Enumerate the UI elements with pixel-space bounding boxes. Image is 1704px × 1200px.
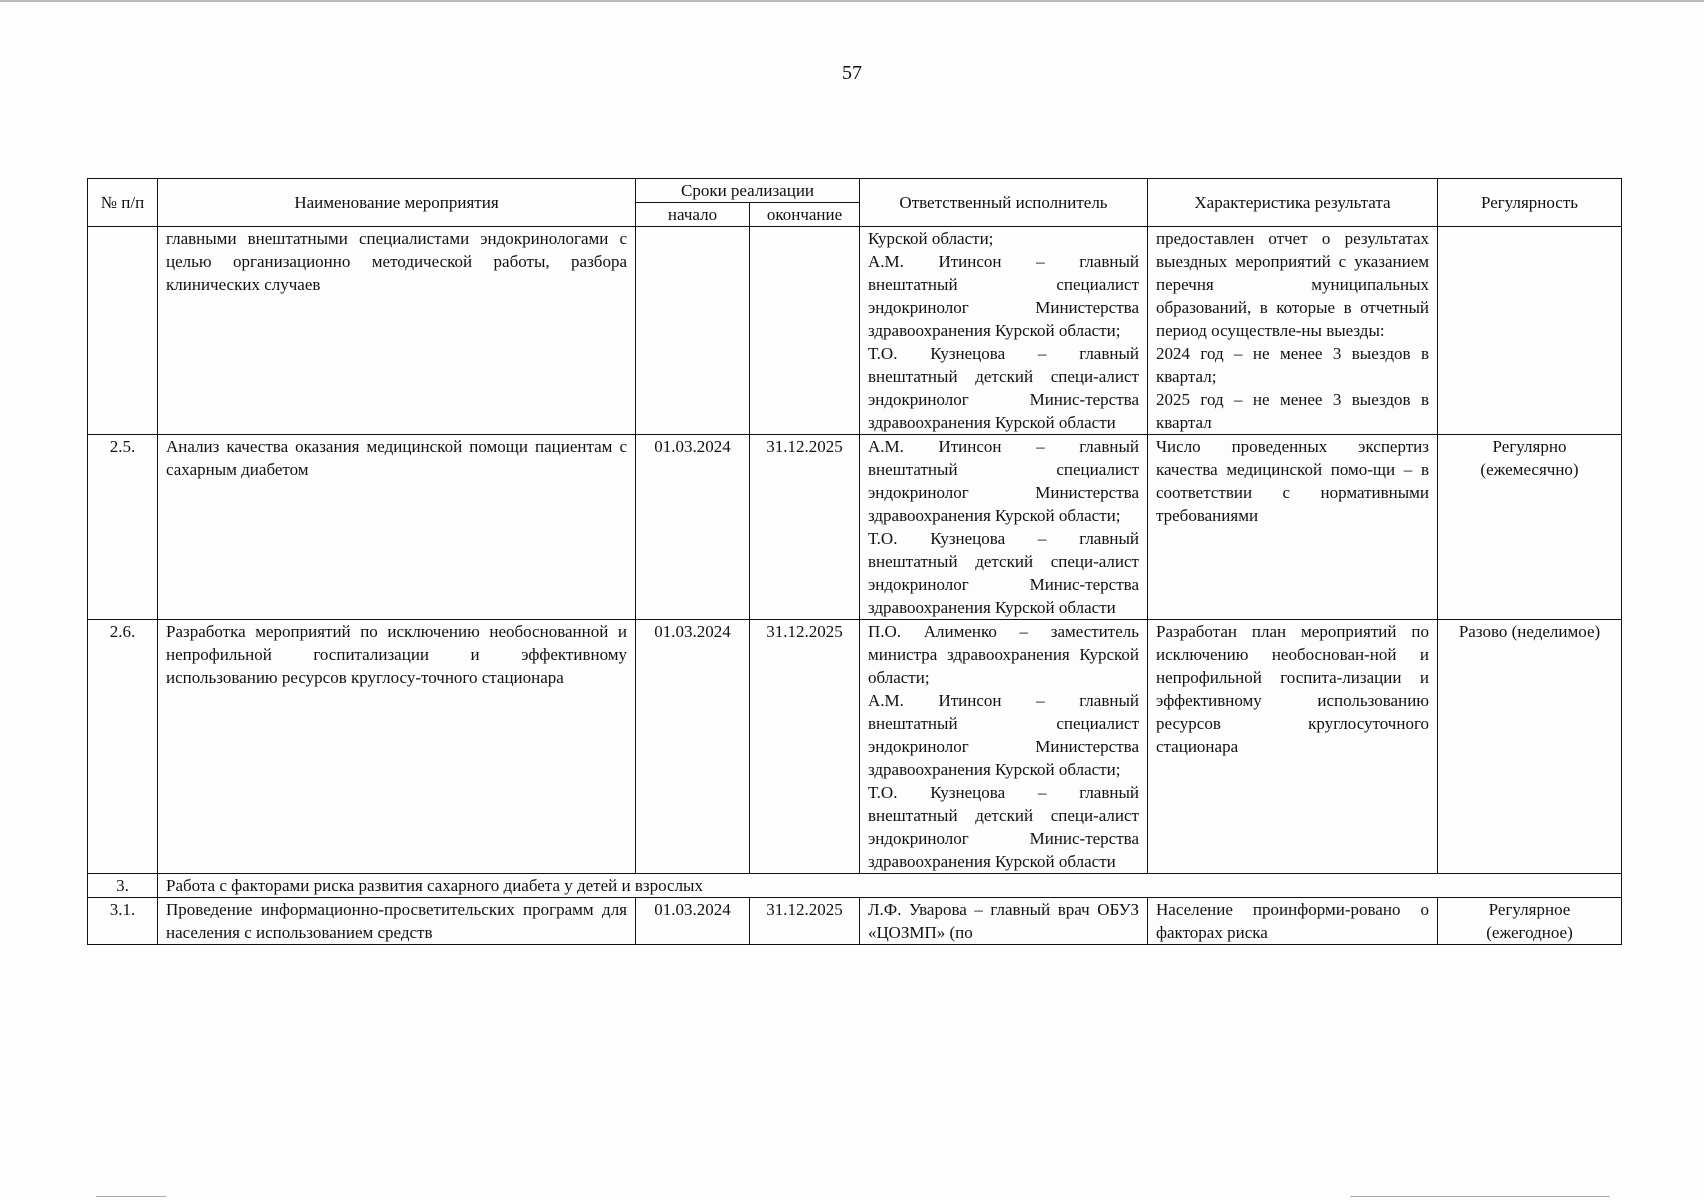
section-title: Работа с факторами риска развития сахарного диабета у детей и взрослых xyxy=(158,874,1622,898)
row-end: 31.12.2025 xyxy=(750,898,860,945)
executor-line: А.М. Итинсон – главный внештатный специалист эндокринолог Министерства здравоохранения Курской области; xyxy=(868,437,1139,525)
row-executor: Л.Ф. Уварова – главный врач ОБУЗ «ЦОЗМП» (по xyxy=(860,898,1148,945)
row-num: 3.1. xyxy=(88,898,158,945)
table-row xyxy=(88,620,1622,874)
executor-line: П.О. Алименко – заместитель министра здравоохранения Курской области; xyxy=(868,622,1139,687)
header-name: Наименование мероприятия xyxy=(158,179,636,227)
row-executor xyxy=(860,620,1148,874)
row-num: 2.6. xyxy=(88,620,158,874)
scan-top-edge xyxy=(0,0,1704,2)
row-name: главными внештатными специалистами эндокринологами с целью организационно методической работы, разбора клинических случаев xyxy=(158,227,636,435)
executor-line: Т.О. Кузнецова – главный внештатный детский специ-алист эндокринолог Минис-терства здравоохранения Курской области xyxy=(868,529,1139,617)
row-regularity xyxy=(1438,227,1622,435)
table-row xyxy=(88,227,1622,435)
row-start: 01.03.2024 xyxy=(636,620,750,874)
row-start: 01.03.2024 xyxy=(636,898,750,945)
page-number: 57 xyxy=(842,62,862,84)
table-row xyxy=(88,435,1622,620)
result-line: 2025 год – не менее 3 выездов в квартал xyxy=(1156,390,1429,432)
row-regularity: Регулярное (ежегодное) xyxy=(1438,898,1622,945)
row-regularity: Регулярно (ежемесячно) xyxy=(1438,435,1622,620)
result-line: 2024 год – не менее 3 выездов в квартал; xyxy=(1156,344,1429,386)
table-row xyxy=(88,898,1622,945)
row-name: Разработка мероприятий по исключению необоснованной и непрофильной госпитализации и эффективному использованию ресурсов круглосу-точного стационара xyxy=(158,620,636,874)
header-start: начало xyxy=(636,203,750,227)
executor-line: Т.О. Кузнецова – главный внештатный детский специ-алист эндокринолог Минис-терства здравоохранения Курской области xyxy=(868,783,1139,871)
row-end: 31.12.2025 xyxy=(750,620,860,874)
row-num xyxy=(88,227,158,435)
row-result: Население проинформи-ровано о факторах риска xyxy=(1148,898,1438,945)
row-name: Проведение информационно-просветительских программ для населения с использованием средств xyxy=(158,898,636,945)
scan-edge-mark xyxy=(1350,1196,1610,1197)
header-result: Характеристика результата xyxy=(1148,179,1438,227)
row-executor xyxy=(860,227,1148,435)
row-regularity: Разово (неделимое) xyxy=(1438,620,1622,874)
row-end: 31.12.2025 xyxy=(750,435,860,620)
row-name: Анализ качества оказания медицинской помощи пациентам с сахарным диабетом xyxy=(158,435,636,620)
scan-edge-mark xyxy=(96,1196,166,1197)
executor-line: Т.О. Кузнецова – главный внештатный детский специ-алист эндокринолог Минис-терства здравоохранения Курской области xyxy=(868,344,1139,432)
executor-line: А.М. Итинсон – главный внештатный специалист эндокринолог Министерства здравоохранения Курской области; xyxy=(868,691,1139,779)
header-terms: Сроки реализации xyxy=(636,179,860,203)
row-end xyxy=(750,227,860,435)
result-line: предоставлен отчет о результатах выездных мероприятий с указанием перечня муниципальных образований, в которые в отчетный период осуществле-ны выезды: xyxy=(1156,229,1429,340)
activity-plan-table xyxy=(87,178,1622,945)
executor-line: А.М. Итинсон – главный внештатный специалист эндокринолог Министерства здравоохранения Курской области; xyxy=(868,252,1139,340)
row-result xyxy=(1148,620,1438,874)
executor-line: Курской области; xyxy=(868,229,994,248)
row-start: 01.03.2024 xyxy=(636,435,750,620)
row-result xyxy=(1148,227,1438,435)
row-num: 2.5. xyxy=(88,435,158,620)
section-row xyxy=(88,874,1622,898)
header-end: окончание xyxy=(750,203,860,227)
result-line: Разработан план мероприятий по исключению необоснован-ной и непрофильной госпита-лизации и эффективному использованию ресурсов круглосуточного стационара xyxy=(1156,622,1429,756)
header-executor: Ответственный исполнитель xyxy=(860,179,1148,227)
section-num: 3. xyxy=(88,874,158,898)
result-line: Число проведенных экспертиз качества медицинской помо-щи – в соответствии с нормативными требованиями xyxy=(1156,437,1429,525)
row-executor xyxy=(860,435,1148,620)
row-result xyxy=(1148,435,1438,620)
row-start xyxy=(636,227,750,435)
header-regularity: Регулярность xyxy=(1438,179,1622,227)
header-num: № п/п xyxy=(88,179,158,227)
